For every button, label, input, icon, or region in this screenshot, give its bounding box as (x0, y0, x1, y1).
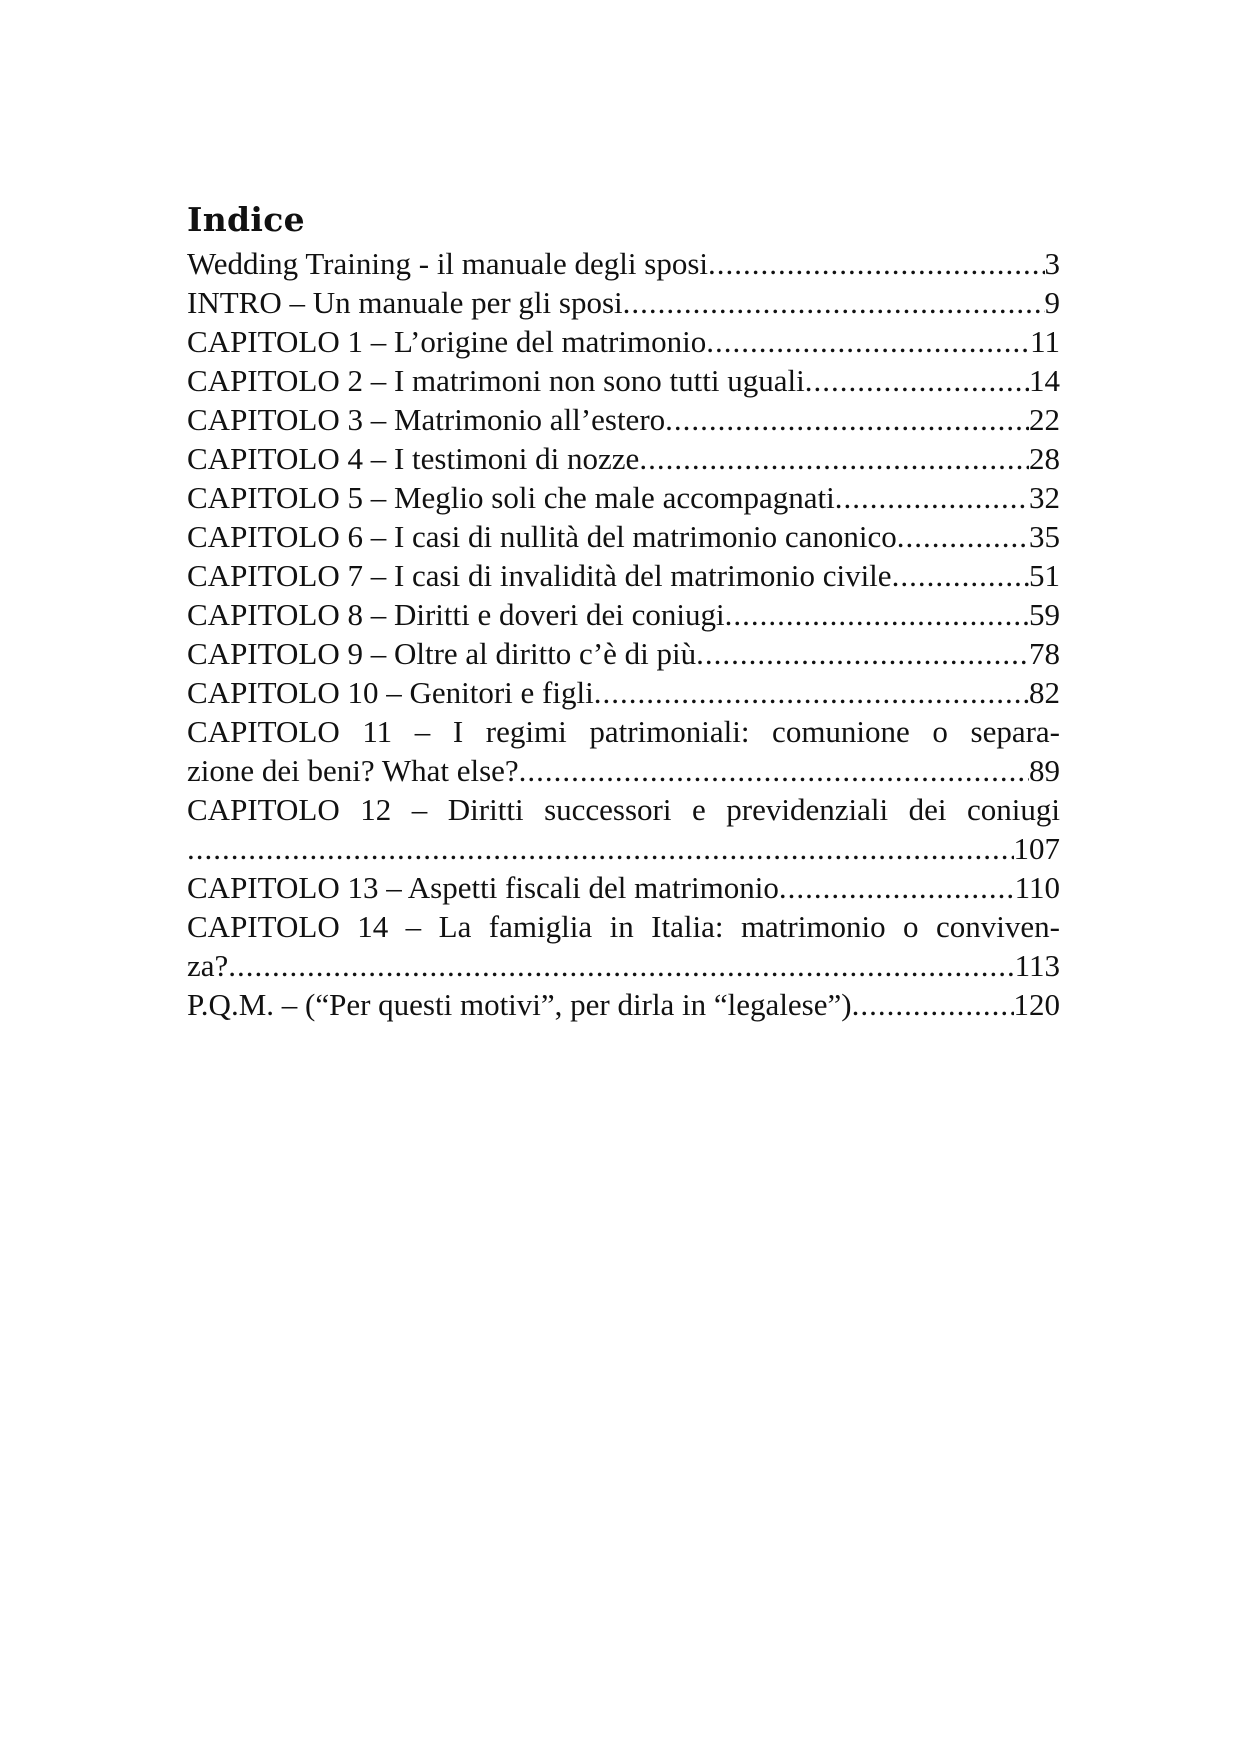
toc-leader-dots (665, 400, 1029, 439)
toc-page-number: 22 (1029, 402, 1060, 437)
toc-entry-text: CAPITOLO 13 – Aspetti fiscali del matrimonio (187, 870, 779, 905)
toc-entry-line (187, 946, 1060, 985)
toc-leader-dots (639, 439, 1029, 478)
toc-leader-dots (779, 868, 1015, 907)
toc-list (187, 244, 1060, 1024)
toc-entry-text: Wedding Training - il manuale degli sposi (187, 246, 709, 281)
toc-entry-text: CAPITOLO 1 – L’origine del matrimonio (187, 324, 707, 359)
toc-entry-text: CAPITOLO 8 – Diritti e doveri dei coniugi (187, 597, 725, 632)
toc-entry[interactable] (187, 400, 1060, 439)
toc-entry-line (187, 556, 1060, 595)
toc-entry-line (187, 400, 1060, 439)
toc-leader-dots (708, 244, 1044, 283)
toc-entry-text: CAPITOLO 4 – I testimoni di nozze (187, 441, 640, 476)
toc-entry-text: CAPITOLO 6 – I casi di nullità del matrimonio canonico (187, 519, 897, 554)
toc-page-number: 32 (1029, 480, 1060, 515)
toc-entry-line (187, 595, 1060, 634)
toc-entry-line (187, 751, 1060, 790)
toc-leader-dots (696, 634, 1029, 673)
toc-page-number: 9 (1044, 285, 1060, 320)
toc-entry[interactable] (187, 790, 1060, 868)
toc-entry[interactable] (187, 985, 1060, 1024)
toc-entry-line (187, 244, 1060, 283)
toc-page-number: 110 (1014, 870, 1060, 905)
toc-entry[interactable] (187, 478, 1060, 517)
toc-page-number: 51 (1029, 558, 1060, 593)
toc-page-number: 107 (1013, 831, 1060, 866)
toc-entry-line (187, 361, 1060, 400)
toc-leader-dots (706, 322, 1030, 361)
toc-entry[interactable] (187, 322, 1060, 361)
toc-entry[interactable] (187, 517, 1060, 556)
toc-leader-dots (519, 751, 1029, 790)
toc-page-number: 3 (1044, 246, 1060, 281)
toc-entry-line (187, 439, 1060, 478)
toc-entry-text: CAPITOLO 14 – La famiglia in Italia: matrimonio o conviven- (187, 909, 1060, 944)
toc-entry-text: za? (187, 948, 229, 983)
toc-entry-text: CAPITOLO 12 – Diritti successori e previdenziali dei coniugi (187, 792, 1060, 827)
toc-page-number: 28 (1029, 441, 1060, 476)
toc-page-number: 89 (1029, 753, 1060, 788)
toc-entry-text: CAPITOLO 3 – Matrimonio all’estero (187, 402, 666, 437)
toc-entry-line (187, 283, 1060, 322)
toc-entry[interactable] (187, 595, 1060, 634)
toc-entry-text: CAPITOLO 10 – Genitori e figli (187, 675, 594, 710)
toc-entry-line (187, 985, 1060, 1024)
toc-entry-text: CAPITOLO 5 – Meglio soli che male accompagnati (187, 480, 835, 515)
toc-entry-text: CAPITOLO 7 – I casi di invalidità del matrimonio civile (187, 558, 892, 593)
toc-page-number: 11 (1030, 324, 1060, 359)
toc-leader-dots (228, 946, 1014, 985)
toc-entry-text: zione dei beni? What else? (187, 753, 519, 788)
toc-entry[interactable] (187, 361, 1060, 400)
toc-leader-dots (805, 361, 1029, 400)
toc-page-number: 113 (1014, 948, 1060, 983)
toc-leader-dots (623, 283, 1045, 322)
toc-entry-line (187, 322, 1060, 361)
toc-entry[interactable] (187, 712, 1060, 790)
toc-entry-line (187, 868, 1060, 907)
toc-leader-dots (594, 673, 1029, 712)
toc-leader-dots (852, 985, 1014, 1024)
toc-heading: Indice (187, 200, 305, 239)
toc-entry-line (187, 673, 1060, 712)
toc-leader-dots (835, 478, 1029, 517)
toc-entry-line (187, 478, 1060, 517)
toc-leader-dots (725, 595, 1029, 634)
toc-entry[interactable] (187, 439, 1060, 478)
toc-leader-dots (892, 556, 1029, 595)
toc-page-number: 14 (1029, 363, 1060, 398)
toc-page-number: 59 (1029, 597, 1060, 632)
toc-page-number: 35 (1029, 519, 1060, 554)
document-page (187, 198, 1060, 1024)
toc-entry-line (187, 634, 1060, 673)
toc-entry[interactable] (187, 556, 1060, 595)
toc-entry[interactable] (187, 634, 1060, 673)
toc-entry-text: CAPITOLO 11 – I regimi patrimoniali: comunione o separa- (187, 714, 1060, 749)
toc-page-number: 82 (1029, 675, 1060, 710)
toc-page-number: 78 (1029, 636, 1060, 671)
toc-entry-line (187, 517, 1060, 556)
toc-entry[interactable] (187, 673, 1060, 712)
toc-entry[interactable] (187, 283, 1060, 322)
toc-entry-text: CAPITOLO 9 – Oltre al diritto c’è di più (187, 636, 697, 671)
toc-page-number: 120 (1013, 987, 1060, 1022)
toc-entry-text: INTRO – Un manuale per gli sposi (187, 285, 623, 320)
toc-entry-text: P.Q.M. – (“Per questi motivi”, per dirla in “legalese”) (187, 987, 852, 1022)
toc-leader-dots (187, 829, 1014, 868)
toc-entry[interactable] (187, 244, 1060, 283)
toc-entry-line (187, 829, 1060, 868)
toc-entry[interactable] (187, 868, 1060, 907)
toc-entry[interactable] (187, 907, 1060, 985)
toc-entry-text: CAPITOLO 2 – I matrimoni non sono tutti uguali (187, 363, 805, 398)
toc-leader-dots (897, 517, 1029, 556)
